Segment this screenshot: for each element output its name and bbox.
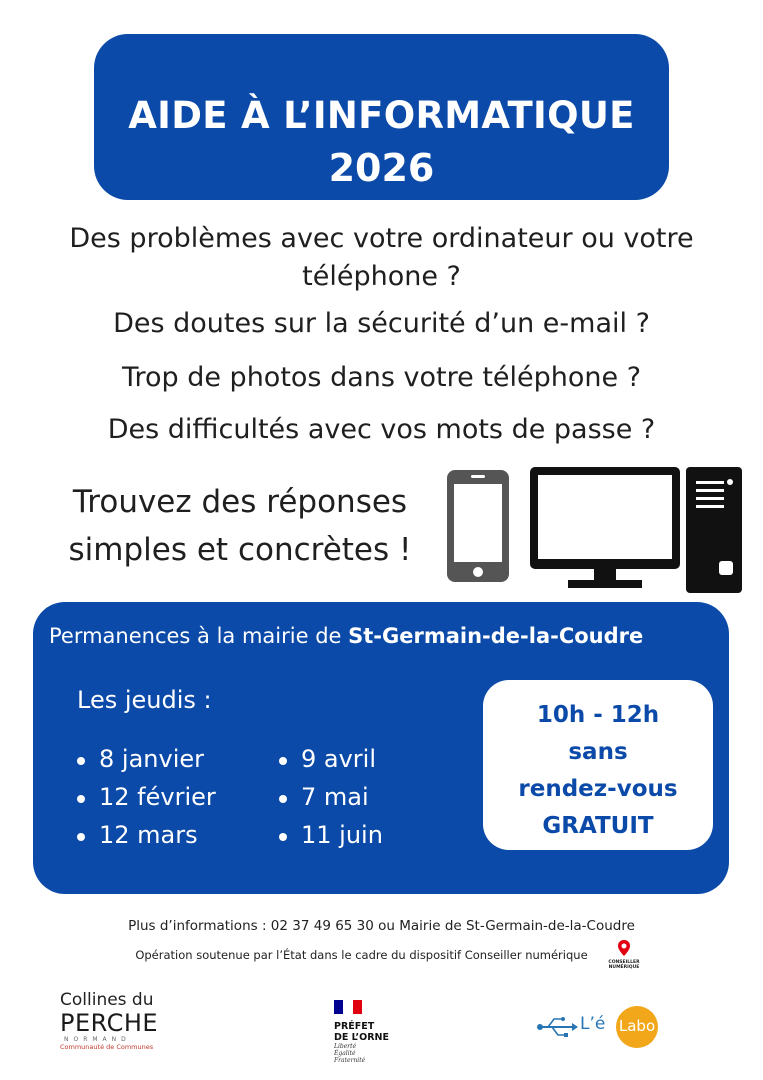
computer-tower-icon	[686, 467, 742, 593]
usb-icon	[536, 1016, 578, 1038]
question-computer-phone: Des problèmes avec votre ordinateur ou votre téléphone ?	[69, 223, 694, 292]
dates-list-1	[77, 740, 216, 854]
contact-info: Plus d’informations : 02 37 49 65 30 ou Mairie de St-Germain-de-la-Coudre	[128, 918, 635, 934]
title-banner	[94, 34, 669, 200]
hours-card	[483, 680, 713, 850]
permanences-panel	[33, 602, 729, 894]
permanences-title: Permanences à la mairie de St-Germain-de-la-Coudre	[49, 624, 644, 648]
hours-time: 10h - 12h	[536, 702, 660, 728]
year: 2026	[328, 146, 435, 190]
date-item: 12 février	[77, 778, 216, 816]
date-item: 7 mai	[279, 778, 383, 816]
collines-du-perche-logo: Collines du PERCHE NORMAND Communauté de Communes	[60, 990, 159, 1051]
hours-line2: sans	[568, 739, 628, 765]
support-note: Opération soutenue par l’État dans le cadre du dispositif Conseiller numérique	[135, 948, 588, 962]
elabo-logo: L’é Labo	[536, 1000, 661, 1052]
hours-free: GRATUIT	[542, 813, 654, 839]
date-item: 9 avril	[279, 740, 383, 778]
hours-line3: rendez-vous	[518, 776, 678, 802]
date-item: 8 janvier	[77, 740, 216, 778]
conseiller-numerique-logo: CONSEILLER NUMÉRIQUE	[608, 940, 640, 970]
dates-list-2	[279, 740, 383, 854]
prefet-orne-logo: PRÉFET DE L’ORNE Liberté Égalité Fraternité	[334, 1000, 414, 1064]
date-item: 11 juin	[279, 816, 383, 854]
page-title: AIDE À L’INFORMATIQUE	[128, 94, 635, 137]
answers-tagline: Trouvez des réponses simples et concrètes !	[68, 484, 412, 568]
question-passwords: Des difficultés avec vos mots de passe ?	[107, 414, 656, 445]
monitor-icon	[530, 467, 680, 589]
days-label: Les jeudis :	[77, 686, 212, 714]
mairie-name: St-Germain-de-la-Coudre	[348, 624, 644, 648]
location-pin-icon	[617, 940, 631, 956]
date-item: 12 mars	[77, 816, 216, 854]
question-email-security: Des doutes sur la sécurité d’un e-mail ?	[113, 308, 650, 339]
marianne-flag-icon	[334, 1000, 362, 1014]
smartphone-icon	[447, 470, 509, 582]
question-photos: Trop de photos dans votre téléphone ?	[121, 362, 642, 393]
